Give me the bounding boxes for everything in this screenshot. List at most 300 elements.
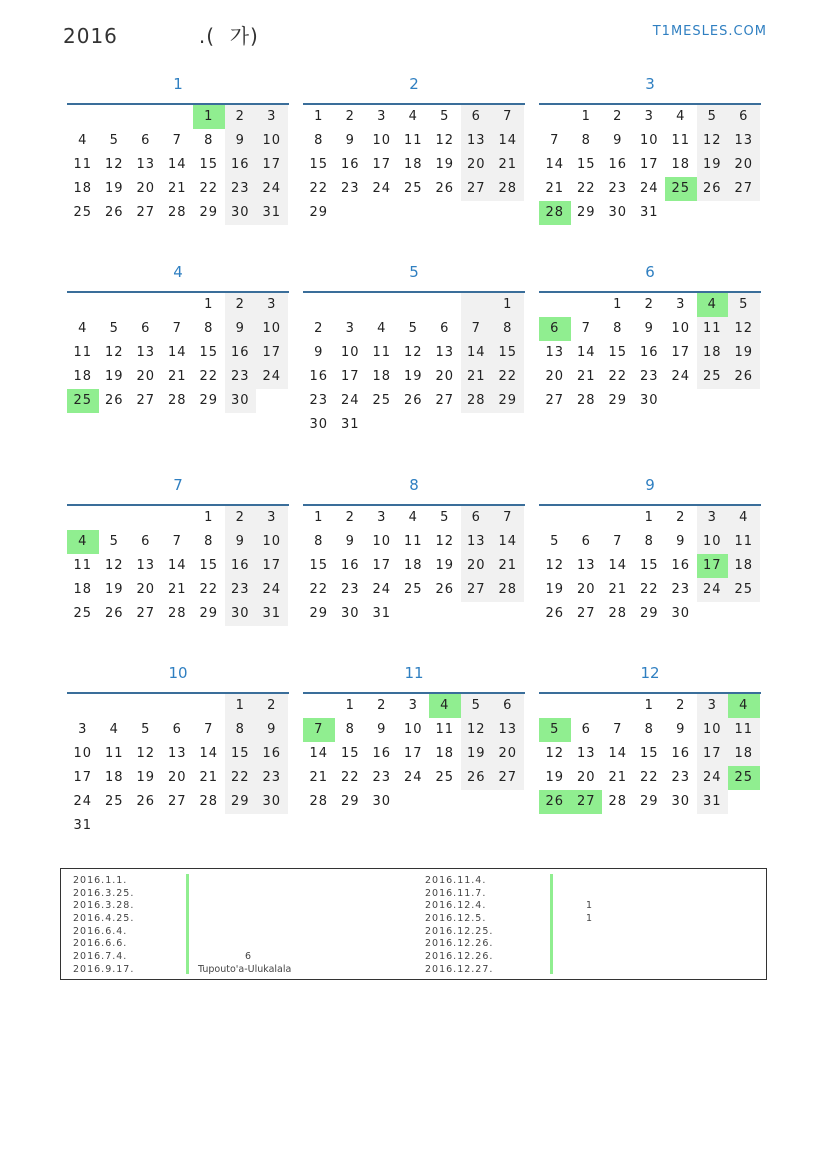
holiday-day-cell: 4 [728, 694, 760, 718]
day-cell: 13 [461, 530, 493, 554]
holiday-day-cell: 6 [539, 317, 571, 341]
month-block [303, 657, 525, 814]
day-cell: 23 [225, 365, 257, 389]
holiday-day-cell: 5 [539, 718, 571, 742]
holiday-row [73, 888, 187, 901]
empty-cell [571, 506, 603, 530]
day-cell: 21 [167, 181, 187, 196]
day-cell: 30 [372, 794, 392, 809]
day-cell: 12 [435, 534, 455, 549]
holiday-day-cell: 17 [697, 554, 729, 578]
day-cell: 16 [225, 341, 257, 365]
day-cell: 7 [204, 722, 214, 737]
day-cell: 22 [608, 369, 628, 384]
day-cell: 1 [644, 698, 654, 713]
day-cell: 4 [78, 321, 88, 336]
day-cell: 8 [492, 317, 524, 341]
empty-cell [99, 694, 131, 718]
day-cell: 17 [73, 770, 93, 785]
holiday-day-cell: 25 [665, 177, 697, 201]
day-cell: 30 [309, 417, 329, 432]
day-cell: 21 [492, 153, 524, 177]
day-cell: 21 [492, 554, 524, 578]
day-cell: 17 [671, 345, 691, 360]
day-cell: 3 [256, 506, 288, 530]
holiday-list-left [73, 875, 187, 977]
holiday-name: Tupouto'a-Ulukalala [198, 963, 292, 975]
holiday-date: 2016.12.27. [425, 963, 494, 975]
day-cell: 28 [167, 606, 187, 621]
day-cell: 12 [104, 558, 124, 573]
day-cell: 24 [639, 181, 659, 196]
day-cell: 30 [608, 205, 628, 220]
day-cell: 14 [492, 530, 524, 554]
day-cell: 16 [340, 157, 360, 172]
holiday-row [425, 926, 539, 939]
day-cell: 29 [225, 790, 257, 814]
holiday-row [73, 926, 187, 939]
day-cell: 14 [309, 746, 329, 761]
empty-cell [335, 293, 367, 317]
day-cell: 6 [461, 105, 493, 129]
month-grid [303, 694, 525, 814]
day-cell: 2 [225, 105, 257, 129]
day-cell: 19 [435, 558, 455, 573]
day-cell: 20 [461, 554, 493, 578]
day-cell: 27 [461, 578, 493, 602]
day-cell: 30 [225, 602, 257, 626]
day-cell: 13 [576, 558, 596, 573]
day-cell: 5 [109, 534, 119, 549]
month-block [539, 469, 761, 626]
day-cell: 30 [225, 201, 257, 225]
day-cell: 1 [314, 510, 324, 525]
day-cell: 24 [671, 369, 691, 384]
day-cell: 10 [372, 133, 392, 148]
month-block [303, 256, 525, 437]
day-cell: 20 [167, 770, 187, 785]
day-cell: 25 [73, 205, 93, 220]
empty-cell [67, 293, 99, 317]
holiday-row [425, 964, 539, 977]
empty-cell [130, 694, 162, 718]
day-cell: 12 [104, 157, 124, 172]
day-cell: 18 [403, 157, 423, 172]
month-block [303, 469, 525, 626]
day-cell: 31 [256, 201, 288, 225]
day-cell: 28 [309, 794, 329, 809]
day-cell: 4 [377, 321, 387, 336]
month-block [539, 657, 761, 814]
month-name: 6 [645, 263, 655, 281]
day-cell: 15 [199, 558, 219, 573]
day-cell: 16 [225, 153, 257, 177]
empty-cell [602, 694, 634, 718]
day-cell: 17 [340, 369, 360, 384]
day-cell: 14 [461, 341, 493, 365]
day-cell: 5 [461, 694, 493, 718]
day-cell: 9 [676, 722, 686, 737]
empty-cell [303, 293, 335, 317]
day-cell: 7 [613, 722, 623, 737]
day-cell: 1 [644, 510, 654, 525]
day-cell: 20 [728, 153, 760, 177]
day-cell: 18 [728, 742, 760, 766]
day-cell: 12 [435, 133, 455, 148]
day-cell: 12 [136, 746, 156, 761]
day-cell: 6 [172, 722, 182, 737]
day-cell: 18 [73, 582, 93, 597]
empty-cell [130, 506, 162, 530]
day-cell: 24 [372, 181, 392, 196]
month-grid [303, 293, 525, 437]
month-grid [303, 506, 525, 626]
day-cell: 30 [340, 606, 360, 621]
day-cell: 29 [639, 606, 659, 621]
day-cell: 19 [728, 341, 760, 365]
day-cell: 1 [204, 510, 214, 525]
holiday-date: 2016.11.4. [425, 875, 487, 886]
month-grid [67, 694, 289, 838]
day-cell: 28 [461, 389, 493, 413]
day-cell: 8 [314, 534, 324, 549]
empty-cell [539, 694, 571, 718]
day-cell: 25 [697, 365, 729, 389]
day-cell: 13 [576, 746, 596, 761]
day-cell: 21 [576, 369, 596, 384]
day-cell: 28 [167, 205, 187, 220]
day-cell: 13 [728, 129, 760, 153]
day-cell: 27 [576, 606, 596, 621]
day-cell: 10 [256, 530, 288, 554]
day-cell: 10 [256, 317, 288, 341]
empty-cell [539, 506, 571, 530]
day-cell: 25 [403, 181, 423, 196]
day-cell: 6 [492, 694, 524, 718]
month-grid [539, 506, 761, 626]
holiday-date: 2016.6.4. [73, 925, 128, 937]
holiday-list-right [425, 875, 539, 977]
holiday-row [73, 938, 187, 951]
day-cell: 7 [492, 105, 524, 129]
holiday-row [425, 888, 539, 901]
day-cell: 5 [109, 133, 119, 148]
month-grid [303, 105, 525, 225]
day-cell: 7 [461, 317, 493, 341]
day-cell: 2 [225, 293, 257, 317]
day-cell: 8 [225, 718, 257, 742]
day-cell: 27 [461, 177, 493, 201]
day-cell: 31 [340, 417, 360, 432]
day-cell: 11 [73, 157, 93, 172]
day-cell: 28 [492, 578, 524, 602]
empty-cell [67, 506, 99, 530]
month-block [67, 469, 289, 626]
day-cell: 23 [340, 582, 360, 597]
day-cell: 24 [256, 177, 288, 201]
day-cell: 1 [345, 698, 355, 713]
day-cell: 11 [728, 530, 760, 554]
day-cell: 20 [576, 582, 596, 597]
day-cell: 14 [167, 157, 187, 172]
day-cell: 24 [256, 365, 288, 389]
day-cell: 19 [697, 153, 729, 177]
day-cell: 24 [697, 578, 729, 602]
day-cell: 22 [639, 770, 659, 785]
day-cell: 4 [78, 133, 88, 148]
day-cell: 4 [109, 722, 119, 737]
day-cell: 12 [728, 317, 760, 341]
day-cell: 22 [576, 181, 596, 196]
day-cell: 18 [104, 770, 124, 785]
day-cell: 3 [697, 694, 729, 718]
holiday-row [425, 913, 539, 926]
day-cell: 18 [697, 341, 729, 365]
day-cell: 14 [199, 746, 219, 761]
day-cell: 26 [104, 205, 124, 220]
day-cell: 7 [172, 534, 182, 549]
day-cell: 12 [461, 718, 493, 742]
day-cell: 22 [639, 582, 659, 597]
day-cell: 24 [403, 770, 423, 785]
month-block [539, 68, 761, 225]
holiday-day-cell: 28 [539, 201, 571, 225]
day-cell: 2 [613, 109, 623, 124]
day-cell: 14 [545, 157, 565, 172]
day-cell: 18 [73, 369, 93, 384]
day-cell: 18 [671, 157, 691, 172]
day-cell: 23 [671, 770, 691, 785]
holiday-date: 2016.7.4. [73, 951, 128, 963]
day-cell: 17 [256, 341, 288, 365]
page-title: 2016 .( 가) [63, 24, 259, 48]
day-cell: 4 [728, 506, 760, 530]
day-cell: 25 [372, 393, 392, 408]
month-grid [67, 105, 289, 225]
day-cell: 8 [204, 534, 214, 549]
day-cell: 1 [225, 694, 257, 718]
empty-cell [99, 105, 131, 129]
day-cell: 6 [581, 722, 591, 737]
day-cell: 2 [225, 506, 257, 530]
day-cell: 29 [199, 393, 219, 408]
day-cell: 3 [78, 722, 88, 737]
day-cell: 21 [461, 365, 493, 389]
day-cell: 15 [309, 157, 329, 172]
empty-cell [130, 293, 162, 317]
month-grid [539, 694, 761, 814]
day-cell: 20 [576, 770, 596, 785]
holiday-day-cell: 25 [67, 389, 99, 413]
month-name: 9 [645, 476, 655, 494]
day-cell: 30 [225, 389, 257, 413]
day-cell: 26 [104, 606, 124, 621]
day-cell: 3 [644, 109, 654, 124]
day-cell: 20 [136, 369, 156, 384]
day-cell: 3 [377, 510, 387, 525]
holiday-date: 2016.12.26. [425, 938, 494, 950]
day-cell: 12 [545, 558, 565, 573]
day-cell: 22 [199, 369, 219, 384]
month-name: 8 [409, 476, 419, 494]
day-cell: 15 [639, 558, 659, 573]
day-cell: 31 [697, 790, 729, 814]
holiday-row [425, 875, 539, 888]
month-name: 10 [168, 664, 188, 682]
day-cell: 10 [256, 129, 288, 153]
day-cell: 19 [403, 369, 423, 384]
day-cell: 19 [104, 582, 124, 597]
day-cell: 22 [199, 181, 219, 196]
empty-cell [539, 293, 571, 317]
day-cell: 11 [403, 133, 423, 148]
day-cell: 19 [136, 770, 156, 785]
day-cell: 23 [608, 181, 628, 196]
month-block [303, 68, 525, 225]
day-cell: 16 [671, 746, 691, 761]
day-cell: 17 [697, 742, 729, 766]
empty-cell [162, 694, 194, 718]
month-name: 7 [173, 476, 183, 494]
day-cell: 11 [73, 345, 93, 360]
day-cell: 8 [613, 321, 623, 336]
month-name: 3 [645, 75, 655, 93]
day-cell: 19 [461, 742, 493, 766]
day-cell: 29 [576, 205, 596, 220]
day-cell: 9 [644, 321, 654, 336]
holiday-day-cell: 4 [429, 694, 461, 718]
day-cell: 14 [167, 558, 187, 573]
day-cell: 28 [492, 177, 524, 201]
empty-cell [539, 105, 571, 129]
holiday-marker-left [186, 874, 189, 974]
brand-link[interactable]: T1MESLES.COM [652, 24, 767, 39]
day-cell: 29 [492, 389, 524, 413]
day-cell: 10 [639, 133, 659, 148]
day-cell: 17 [256, 153, 288, 177]
day-cell: 18 [435, 746, 455, 761]
day-cell: 3 [377, 109, 387, 124]
day-cell: 22 [340, 770, 360, 785]
empty-cell [602, 506, 634, 530]
day-cell: 13 [435, 345, 455, 360]
day-cell: 8 [644, 722, 654, 737]
day-cell: 20 [435, 369, 455, 384]
day-cell: 1 [204, 297, 214, 312]
day-cell: 12 [104, 345, 124, 360]
day-cell: 21 [199, 770, 219, 785]
holiday-date: 2016.12.26. [425, 951, 494, 963]
day-cell: 10 [372, 534, 392, 549]
day-cell: 9 [225, 530, 257, 554]
holiday-row [73, 964, 187, 977]
day-cell: 8 [204, 321, 214, 336]
day-cell: 6 [728, 105, 760, 129]
holiday-date: 2016.4.25. [73, 913, 135, 925]
holiday-day-cell: 7 [303, 718, 335, 742]
day-cell: 8 [314, 133, 324, 148]
day-cell: 2 [256, 694, 288, 718]
empty-cell [398, 293, 430, 317]
day-cell: 9 [345, 133, 355, 148]
day-cell: 2 [676, 698, 686, 713]
empty-cell [99, 293, 131, 317]
day-cell: 3 [256, 105, 288, 129]
empty-cell [571, 293, 603, 317]
day-cell: 7 [581, 321, 591, 336]
day-cell: 10 [403, 722, 423, 737]
day-cell: 8 [644, 534, 654, 549]
empty-cell [67, 694, 99, 718]
day-cell: 6 [141, 133, 151, 148]
day-cell: 22 [199, 582, 219, 597]
day-cell: 17 [639, 157, 659, 172]
month-grid [67, 293, 289, 413]
empty-cell [303, 694, 335, 718]
day-cell: 5 [440, 510, 450, 525]
day-cell: 5 [440, 109, 450, 124]
day-cell: 18 [403, 558, 423, 573]
day-cell: 2 [345, 510, 355, 525]
day-cell: 24 [73, 794, 93, 809]
day-cell: 8 [581, 133, 591, 148]
day-cell: 2 [676, 510, 686, 525]
empty-cell [99, 506, 131, 530]
day-cell: 6 [141, 321, 151, 336]
day-cell: 25 [403, 582, 423, 597]
holiday-row [425, 900, 539, 913]
day-cell: 9 [345, 534, 355, 549]
holiday-day-cell: 1 [193, 105, 225, 129]
day-cell: 25 [73, 606, 93, 621]
day-cell: 23 [671, 582, 691, 597]
day-cell: 1 [492, 293, 524, 317]
day-cell: 10 [340, 345, 360, 360]
month-name: 2 [409, 75, 419, 93]
holiday-day-cell: 26 [539, 790, 571, 814]
day-cell: 1 [613, 297, 623, 312]
day-cell: 10 [73, 746, 93, 761]
day-cell: 5 [728, 293, 760, 317]
day-cell: 4 [408, 109, 418, 124]
day-cell: 27 [492, 766, 524, 790]
day-cell: 4 [676, 109, 686, 124]
day-cell: 15 [576, 157, 596, 172]
day-cell: 26 [545, 606, 565, 621]
day-cell: 20 [545, 369, 565, 384]
empty-cell [193, 694, 225, 718]
day-cell: 23 [225, 177, 257, 201]
month-name: 4 [173, 263, 183, 281]
day-cell: 3 [345, 321, 355, 336]
day-cell: 15 [492, 341, 524, 365]
holiday-marker-right [550, 874, 553, 974]
month-grid [539, 105, 761, 225]
day-cell: 2 [345, 109, 355, 124]
day-cell: 20 [461, 153, 493, 177]
day-cell: 30 [639, 393, 659, 408]
day-cell: 7 [613, 534, 623, 549]
day-cell: 25 [104, 794, 124, 809]
empty-cell [366, 293, 398, 317]
day-cell: 26 [697, 177, 729, 201]
day-cell: 18 [372, 369, 392, 384]
day-cell: 8 [345, 722, 355, 737]
day-cell: 16 [608, 157, 628, 172]
holiday-date: 2016.9.17. [73, 963, 135, 975]
empty-cell [162, 506, 194, 530]
day-cell: 29 [639, 794, 659, 809]
